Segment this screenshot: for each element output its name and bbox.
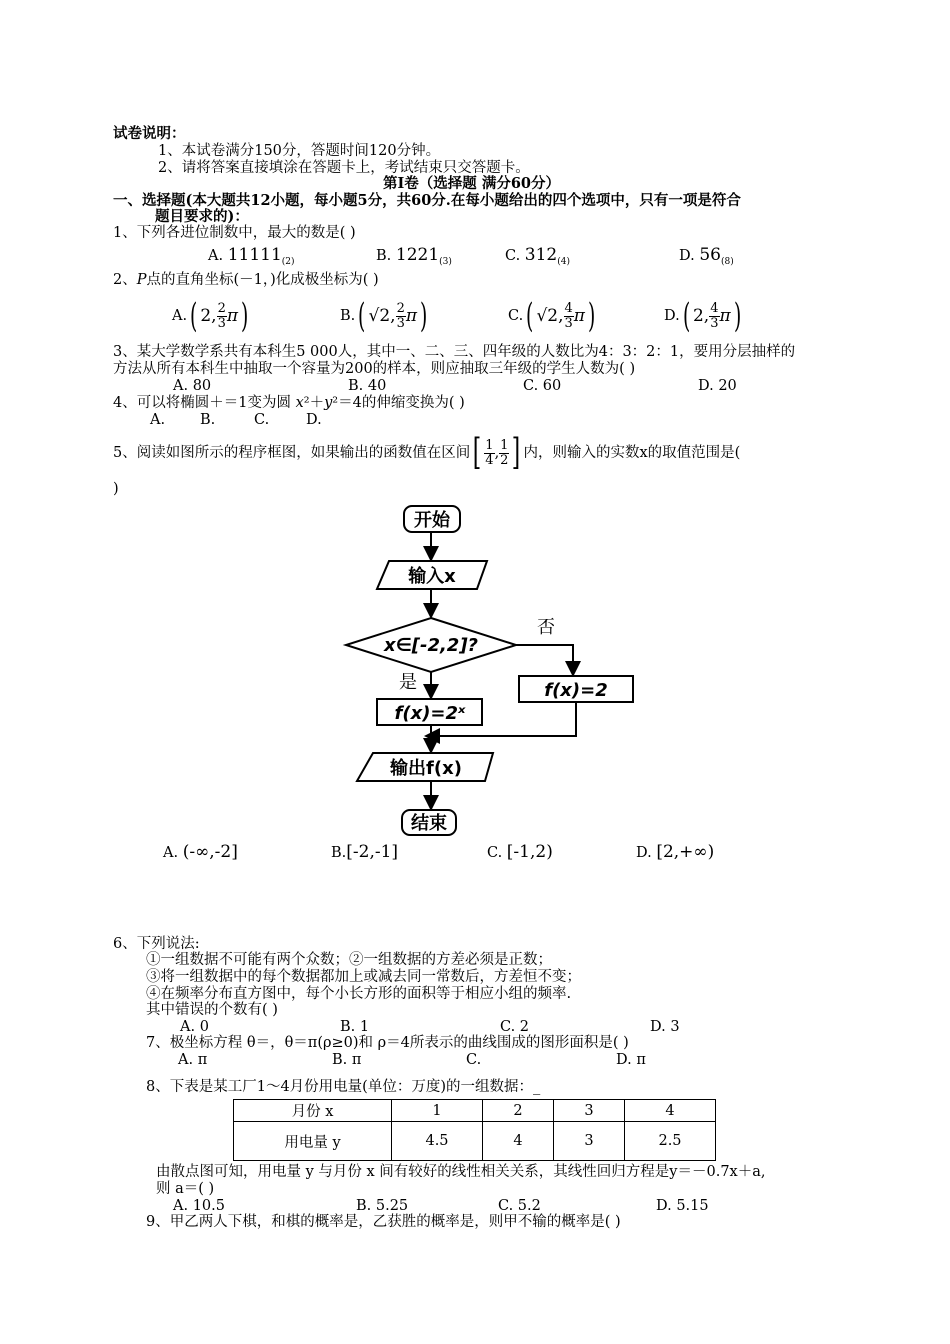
q3-option-d: D. 20 — [698, 378, 737, 394]
table-row — [234, 1122, 716, 1161]
q8-data-table — [233, 1099, 716, 1161]
q3-option-a: A. 80 — [173, 378, 212, 394]
q1-option-b: B. $1221_{(3)}$ — [376, 245, 452, 267]
flow-yes-label: 是 — [399, 672, 417, 693]
q4-stem: 4、可以将椭圆＋＝1变为圆 x²＋y²＝4的伸缩变换为( ) — [113, 395, 465, 411]
q8-stem: 8、下表是某工厂1～4月份用电量(单位：万度)的一组数据：_ — [146, 1079, 541, 1095]
q7-option-d: D. π — [616, 1052, 646, 1068]
q5-stem-line-2: ) — [113, 481, 119, 497]
table-cell: 4 — [483, 1122, 554, 1161]
q8-option-a: A. 10.5 — [173, 1198, 225, 1214]
q6-option-c: C. 2 — [500, 1019, 530, 1035]
flow-input-text: 输入x — [408, 566, 456, 587]
q8-option-b: B. 5.25 — [356, 1198, 409, 1214]
q7-stem: 7、极坐标方程 θ＝，θ＝π(ρ≥0)和 ρ＝4所表示的曲线围成的图形面积是( ) — [146, 1035, 629, 1051]
table-row — [234, 1100, 716, 1122]
instructions-item-2: 2、请将答案直接填涂在答题卡上，考试结束只交答题卡。 — [158, 160, 530, 176]
flow-assign-no-text: f(x)=2 — [544, 680, 608, 701]
q2-option-a: A. ( 2, $\frac{2}{3}$ π ) — [172, 296, 249, 336]
flowchart — [330, 498, 650, 843]
q4-option-a: A. — [150, 412, 166, 428]
flow-no-label: 否 — [537, 617, 555, 638]
flow-assign-yes-text: f(x)=2ˣ — [394, 703, 466, 724]
q6-statement-2: ③将一组数据中的每个数据都加上或减去同一常数后，方差恒不变； — [146, 969, 581, 985]
q6-stem: 6、下列说法: — [113, 936, 200, 952]
q4-option-c: C. — [254, 412, 270, 428]
q8-line-2: 则 a＝( ) — [156, 1181, 215, 1197]
q3-line-2: 方法从所有本科生中抽取一个容量为200的样本，则应抽取三年级的学生人数为( ) — [113, 361, 636, 377]
section-heading-line-1: 一、选择题(本大题共12小题，每小题5分，共60分.在每小题给出的四个选项中，只有一项是符合 — [113, 192, 741, 209]
q3-option-b: B. 40 — [348, 378, 387, 394]
section-heading-line-2: 题目要求的)： — [155, 208, 249, 225]
q1-stem: 1、下列各进位制数中，最大的数是( ) — [113, 225, 356, 241]
q7-option-c: C. — [466, 1052, 482, 1068]
q6-statement-3: ④在频率分布直方图中，每个小长方形的面积等于相应小组的频率. — [146, 986, 572, 1002]
q3-option-c: C. 60 — [523, 378, 562, 394]
q4-option-b: B. — [200, 412, 216, 428]
q2-option-d: D. ( 2, $\frac{4}{3}$ π ) — [664, 296, 741, 336]
q8-option-d: D. 5.15 — [656, 1198, 709, 1214]
q1-option-d: D. $56_{(8)}$ — [679, 245, 734, 267]
flow-output-text: 输出f(x) — [390, 758, 462, 779]
q7-option-b: B. π — [332, 1052, 362, 1068]
table-cell: 3 — [554, 1122, 625, 1161]
table-cell: 月份 x — [234, 1100, 392, 1122]
q2-stem: 2、P点的直角坐标(－1，)化成极坐标为( ) — [113, 272, 379, 288]
q2-option-b: B. ( √2, $\frac{2}{3}$ π ) — [340, 296, 428, 336]
q7-option-a: A. π — [178, 1052, 208, 1068]
section-title: 第Ⅰ卷（选择题 满分60分） — [383, 175, 561, 192]
q9-stem: 9、甲乙两人下棋，和棋的概率是，乙获胜的概率是，则甲不输的概率是( ) — [146, 1214, 621, 1230]
table-cell: 2 — [483, 1100, 554, 1122]
q6-statement-1: ①一组数据不可能有两个众数；②一组数据的方差必须是正数； — [146, 952, 552, 968]
flow-end-text: 结束 — [411, 813, 447, 834]
q5-option-d: D. [2,+∞) — [636, 842, 715, 862]
q6-statement-4: 其中错误的个数有( ) — [146, 1002, 278, 1018]
table-cell: 用电量 y — [234, 1122, 392, 1161]
instructions-title: 试卷说明： — [113, 125, 186, 142]
q6-option-a: A. 0 — [180, 1019, 209, 1035]
table-cell: 4 — [625, 1100, 716, 1122]
q5-option-c: C. [-1,2) — [487, 842, 553, 862]
q8-line-1: 由散点图可知，用电量 y 与月份 x 间有较好的线性相关关系，其线性回归方程是y＝－0.7x＋a, — [156, 1164, 766, 1180]
q5-option-a: A. (-∞,-2] — [163, 842, 238, 862]
q1-option-c: C. $312_{(4)}$ — [505, 245, 570, 267]
flow-start-text: 开始 — [414, 510, 450, 531]
q6-option-d: D. 3 — [650, 1019, 680, 1035]
q2-option-c: C. ( √2, $\frac{4}{3}$ π ) — [508, 296, 596, 336]
flow-decision-text: x∈[-2,2]? — [384, 635, 478, 656]
table-cell: 2.5 — [625, 1122, 716, 1161]
q5-stem: 5、阅读如图所示的程序框图，如果输出的函数值在区间 [ $\frac{1}{4}$ , $\frac{1}{2}$ ] 内，则输入的实数x的取值范围是( — [113, 432, 741, 473]
q1-option-a: A. $11111_{(2)}$ — [208, 245, 295, 267]
q4-option-d: D. — [306, 412, 322, 428]
q6-option-b: B. 1 — [340, 1019, 370, 1035]
q3-line-1: 3、某大学数学系共有本科生5 000人，其中一、二、三、四年级的人数比为4：3：2：1，要用分层抽样的 — [113, 344, 796, 360]
q5-option-b: B.[-2,-1] — [331, 842, 399, 862]
q8-option-c: C. 5.2 — [498, 1198, 541, 1214]
instructions-item-1: 1、本试卷满分150分，答题时间120分钟。 — [158, 143, 441, 159]
table-cell: 3 — [554, 1100, 625, 1122]
table-cell: 1 — [392, 1100, 483, 1122]
table-cell: 4.5 — [392, 1122, 483, 1161]
